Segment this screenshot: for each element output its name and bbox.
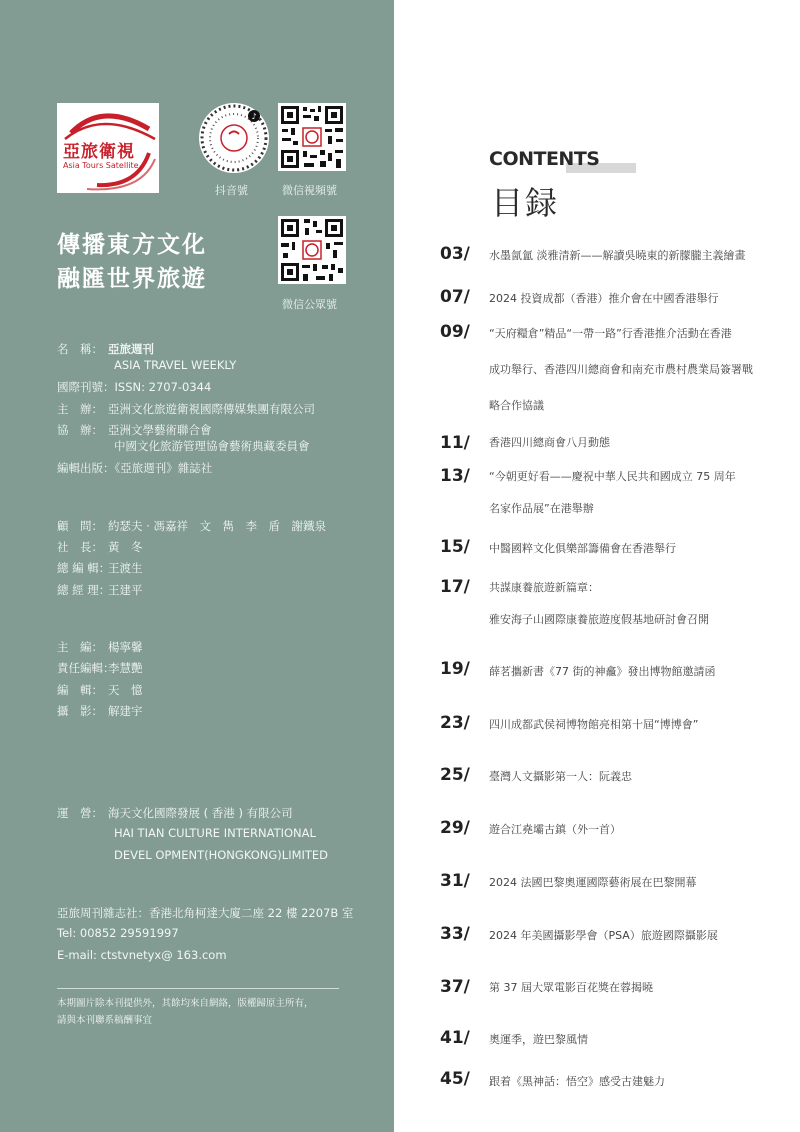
toc-page-number: 37/	[440, 977, 470, 997]
gm-label: 總 經 理：	[57, 583, 111, 597]
operator-en-1: HAI TIAN CULTURE INTERNATIONAL	[114, 826, 316, 840]
co-value-1: 亞洲文學藝術聯合會	[108, 423, 212, 437]
tel: Tel: 00852 29591997	[57, 926, 179, 940]
toc-entry-title: 2024 投資成都（香港）推介會在中國香港舉行	[489, 292, 719, 305]
operator-en-2: DEVEL OPMENT(HONGKONG)LIMITED	[114, 848, 329, 862]
toc-entry-title: 雅安海子山國際康養旅遊度假基地研討會召開	[489, 613, 709, 626]
qr-code-icon	[278, 216, 346, 284]
toc-page-number: 19/	[440, 659, 470, 679]
toc-entry-title: 第 37 屆大眾電影百花獎在蓉揭曉	[489, 981, 653, 994]
toc-page-number: 09/	[440, 322, 470, 342]
wechat-official-label: 微信公眾號	[282, 298, 337, 311]
douyin-label: 抖音號	[215, 184, 248, 197]
president-row	[57, 539, 143, 555]
toc-page-number: 03/	[440, 244, 470, 264]
advisor-value: 約瑟夫 · 馮嘉祥 文 雋 李 盾 謝鐵泉	[108, 519, 326, 533]
copyright-note-2: 請與本刊聯系稿酬事宜	[57, 1015, 153, 1026]
toc-page-number: 45/	[440, 1069, 470, 1089]
toc-page-number: 29/	[440, 818, 470, 838]
editor-label: 主 編：	[57, 640, 103, 654]
toc-page-number: 11/	[440, 433, 470, 453]
toc-entry-title: 跟着《黑神話：悟空》感受古建魅力	[489, 1075, 665, 1088]
resp-editor-label: 責任編輯：	[57, 661, 115, 675]
president-value: 黃 冬	[108, 540, 143, 554]
toc-page-number: 31/	[440, 871, 470, 891]
asia-tours-logo	[57, 103, 159, 193]
co-label: 協 辦：	[57, 423, 103, 437]
advisor-row	[57, 518, 326, 534]
toc-entry-title: 略合作協議	[489, 399, 544, 412]
name-en: ASIA TRAVEL WEEKLY	[114, 358, 237, 372]
toc-page-number: 41/	[440, 1028, 470, 1048]
wechat-video-label: 微信視頻號	[282, 184, 337, 197]
editing-row	[57, 682, 143, 698]
editor-value: 楊寧馨	[108, 640, 143, 654]
toc-page-number: 07/	[440, 287, 470, 307]
toc-page-number: 13/	[440, 466, 470, 486]
name-value: 亞旅週刊	[108, 342, 154, 356]
toc-entry-title: 水墨氤氳 淡雅清新——解讀吳曉東的新朦朧主義繪畫	[489, 249, 746, 262]
qr-code-wechat-official	[278, 216, 346, 284]
toc-entry-title: 2024 年美國攝影學會（PSA）旅遊國際攝影展	[489, 929, 718, 942]
gm-row	[57, 582, 143, 598]
toc-entry-title: 名家作品展”在港舉辦	[489, 502, 594, 515]
toc-page-number: 15/	[440, 537, 470, 557]
operator-row	[57, 805, 293, 821]
slogan-line-1: 傳播東方文化	[57, 232, 207, 258]
photo-label: 攝 影：	[57, 704, 103, 718]
address: 亞旅周刊雜志社：香港北角柯達大廈二座 22 樓 2207B 室	[57, 906, 354, 920]
editing-label: 編 輯：	[57, 683, 103, 697]
co-row	[57, 422, 212, 438]
toc-entry-title: 奧運季，遊巴黎風情	[489, 1033, 588, 1046]
divider	[57, 988, 339, 989]
co-value-2: 中國文化旅游管理協會藝術典藏委員會	[114, 439, 310, 453]
toc-entry-title: 中醫國粹文化俱樂部籌備會在香港舉行	[489, 542, 676, 555]
douyin-code	[199, 103, 269, 173]
chief-editor-label: 總 編 輯：	[57, 561, 111, 575]
host-label: 主 辦：	[57, 402, 103, 416]
toc-entry-title: 香港四川總商會八月動態	[489, 436, 610, 449]
resp-editor-value: 李慧艷	[108, 661, 143, 675]
toc-page-number: 33/	[440, 924, 470, 944]
toc-page-number: 25/	[440, 765, 470, 785]
toc-entry-title: 四川成都武侯祠博物館亮相第十屆“博博會”	[489, 718, 699, 731]
qr-code-icon	[278, 103, 346, 171]
name-label: 名 稱：	[57, 342, 103, 356]
operator-value: 海天文化國際發展 ( 香港 ) 有限公司	[108, 806, 293, 820]
chief-editor-value: 王渡生	[108, 561, 143, 575]
douyin-logo-icon	[199, 103, 269, 173]
toc-entry-title: 共謀康養旅遊新篇章：	[489, 581, 599, 594]
toc-entry-title: 臺灣人文攝影第一人：阮義忠	[489, 770, 632, 783]
toc-page-number: 17/	[440, 577, 470, 597]
toc-entry-title: “天府糧倉”精品“一帶一路”行香港推介活動在香港	[489, 327, 732, 340]
chief-editor-row	[57, 560, 143, 576]
resp-editor-row	[57, 660, 143, 676]
president-label: 社 長：	[57, 540, 103, 554]
email: E-mail: ctstvnetyx@ 163.com	[57, 948, 227, 962]
toc-entry-title: 遊合江堯壩古鎮（外一首）	[489, 823, 621, 836]
issn: 國際刊號：ISSN: 2707-0344	[57, 380, 212, 394]
toc-page-number: 23/	[440, 713, 470, 733]
editing-value: 天 憶	[108, 683, 143, 697]
contents-title-zh: 目録	[491, 184, 560, 222]
logo-subtitle: Asia Tours Satellite	[63, 161, 139, 170]
toc-entry-title: 薛茗攜新書《77 街的神龕》發出博物館邀請函	[489, 665, 716, 678]
publisher: 編輯出版：《亞旅週刊》雜誌社	[57, 461, 213, 475]
host-row	[57, 401, 315, 417]
photo-row	[57, 703, 143, 719]
logo-text: 亞旅衛視	[63, 142, 135, 162]
toc-entry-title: “今朝更好看——慶祝中華人民共和國成立 75 周年	[489, 470, 736, 483]
contents-title-en: CONTENTS	[489, 148, 600, 170]
masthead-panel	[0, 0, 394, 1132]
advisor-label: 顧 問：	[57, 519, 103, 533]
operator-label: 運 營：	[57, 806, 103, 820]
svg-text:♪: ♪	[251, 112, 257, 121]
gm-value: 王建平	[108, 583, 143, 597]
toc-entry-title: 2024 法國巴黎奧運國際藝術展在巴黎開幕	[489, 876, 697, 889]
copyright-note-1: 本期圖片除本刊提供外，其餘均來自網絡，版權歸原主所有，	[57, 998, 314, 1009]
host-value: 亞洲文化旅遊衛視國際傳媒集團有限公司	[108, 402, 315, 416]
slogan-line-2: 融匯世界旅遊	[57, 266, 207, 292]
qr-code-wechat-video	[278, 103, 346, 171]
photo-value: 解建宇	[108, 704, 143, 718]
editor-row	[57, 639, 143, 655]
name-row	[57, 341, 154, 357]
contents-panel	[394, 0, 800, 1132]
toc-entry-title: 成功舉行、香港四川總商會和南充市農村農業局簽署戰	[489, 363, 753, 376]
